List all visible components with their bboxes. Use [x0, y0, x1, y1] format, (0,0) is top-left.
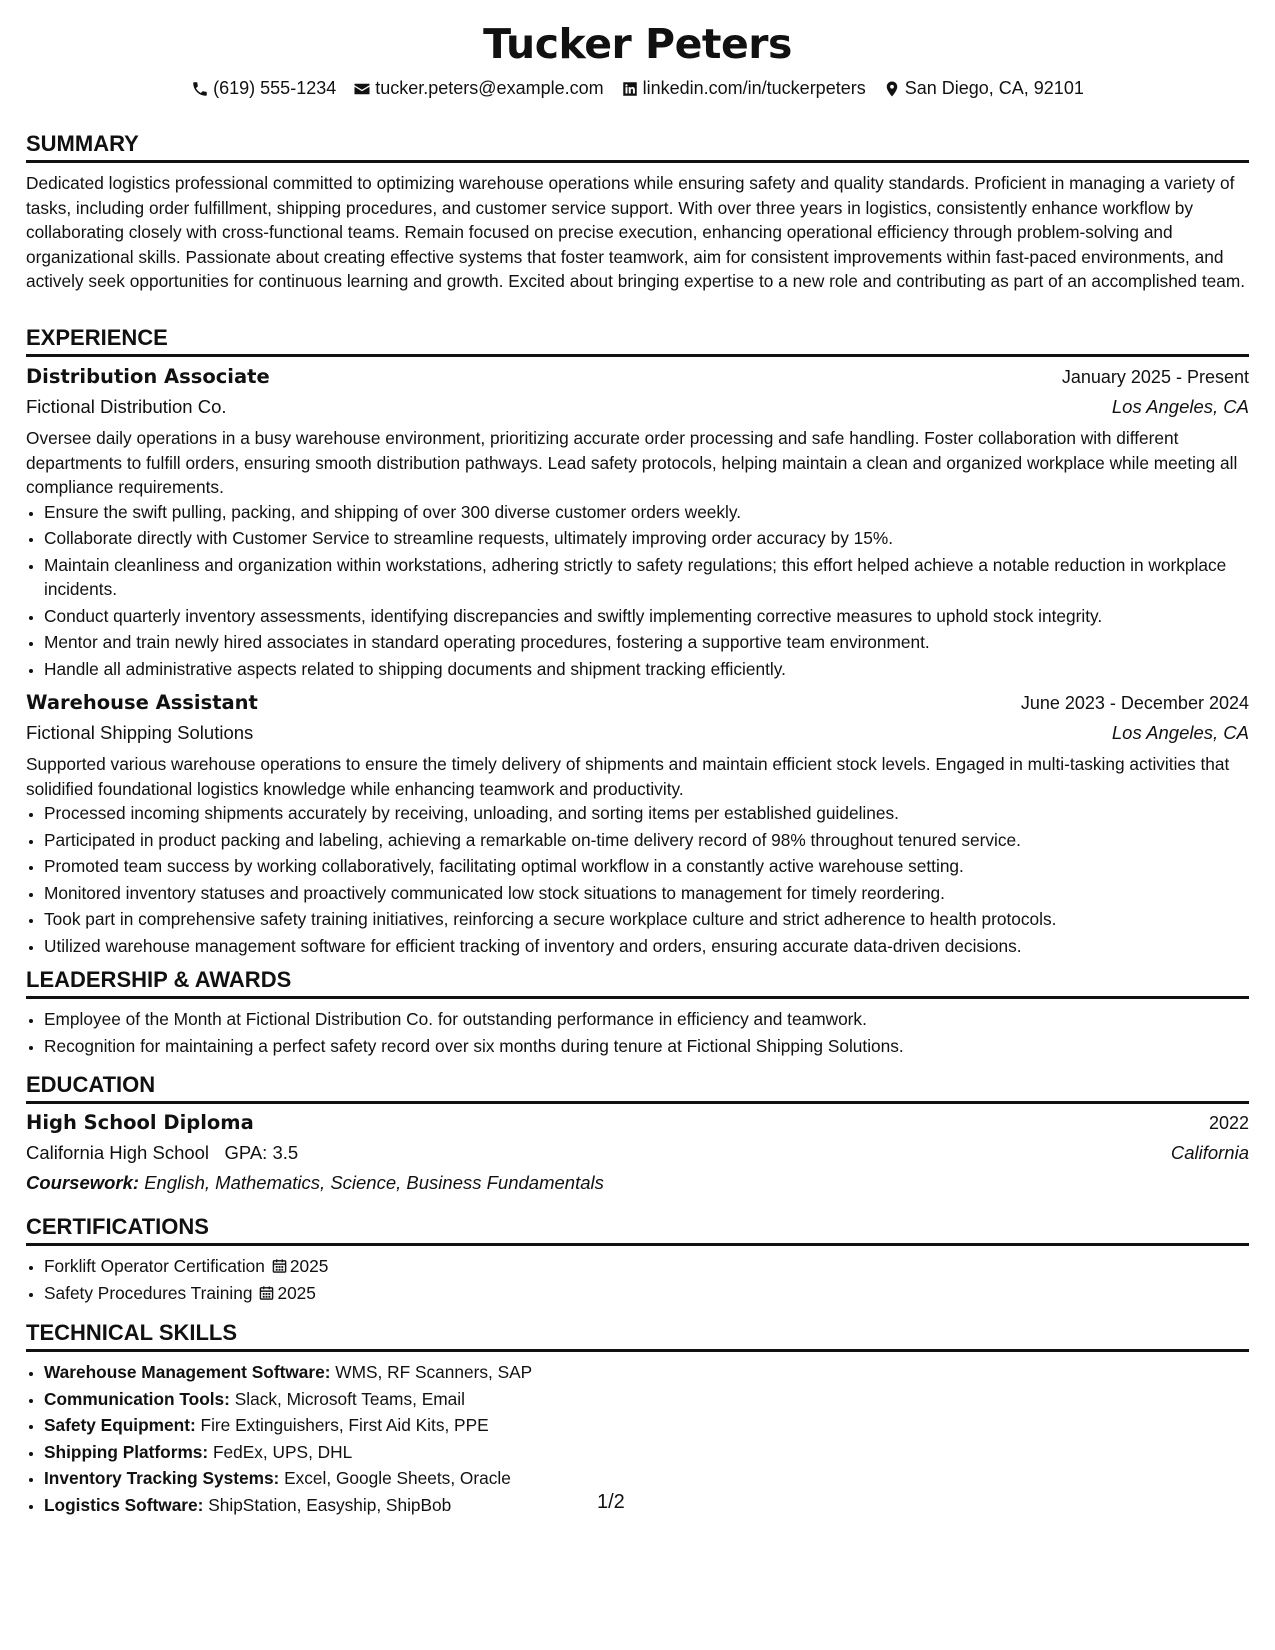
list-item: [44, 1360, 1249, 1385]
skill-label: Warehouse Management Software:: [44, 1362, 331, 1382]
linkedin-icon: [621, 80, 639, 98]
linkedin-link[interactable]: linkedin.com/in/tuckerpeters: [642, 78, 866, 98]
contact-bar: [26, 78, 1249, 99]
calendar-icon: [272, 1258, 287, 1274]
calendar-icon: [259, 1285, 274, 1301]
cert-name: • Forklift Operator Certification: [44, 1256, 265, 1276]
job-entry: [26, 688, 1249, 958]
section-title-certifications: CERTIFICATIONS: [26, 1213, 1249, 1246]
map-pin-icon: [883, 80, 901, 98]
list-item: [44, 1281, 1249, 1306]
job-title: Distribution Associate: [26, 365, 270, 388]
candidate-name: Tucker Peters: [483, 20, 792, 68]
awards-section: [26, 966, 1249, 1060]
list-item: • Recognition for maintaining a perfect safety record over six months during tenure at Fictional Shipping Solutions.: [44, 1034, 1249, 1059]
summary-section: [26, 130, 1249, 294]
skill-value: WMS, RF Scanners, SAP: [335, 1362, 533, 1382]
contact-location: [883, 78, 1084, 99]
skill-value: Slack, Microsoft Teams, Email: [234, 1388, 465, 1409]
list-item: • Handle all administrative aspects related to shipping documents and shipment tracking efficiently.: [44, 657, 1249, 682]
contact-email[interactable]: [353, 78, 603, 99]
job-company: Fictional Distribution Co.: [26, 396, 227, 417]
section-title-education: EDUCATION: [26, 1071, 1249, 1104]
education-section: [26, 1071, 1249, 1198]
contact-phone: [191, 78, 336, 99]
skill-label: Safety Equipment:: [44, 1415, 196, 1435]
skill-label: Shipping Platforms:: [44, 1441, 209, 1462]
experience-section: [26, 324, 1249, 960]
list-item: [44, 1413, 1249, 1438]
gpa-text: GPA: 3.5: [224, 1142, 299, 1163]
list-item: • Monitored inventory statuses and proactively communicated low stock situations to management for timely reordering.: [44, 881, 1249, 906]
list-item: • Took part in comprehensive safety training initiatives, reinforcing a secure workplace culture and strict adherence to health protocols.: [44, 907, 1249, 932]
list-item: • Conduct quarterly inventory assessments, identifying discrepancies and swiftly implementing corrective measures to uphold stock integrity.: [44, 604, 1249, 629]
awards-list: [26, 1007, 1249, 1058]
phone-icon: [191, 80, 209, 98]
resume-page: [26, 0, 1249, 1650]
list-item: • Participated in product packing and labeling, achieving a remarkable on-time delivery record of 98% throughout tenured service.: [44, 828, 1249, 853]
list-item: • Employee of the Month at Fictional Distribution Co. for outstanding performance in efficiency and teamwork.: [44, 1007, 1249, 1032]
school-location: California: [1170, 1142, 1249, 1163]
certifications-section: [26, 1213, 1249, 1307]
skill-value: ShipStation, Easyship, ShipBob: [208, 1494, 452, 1515]
list-item: • Collaborate directly with Customer Service to streamline requests, ultimately improving order accuracy by 15%.: [44, 526, 1249, 551]
list-item: [44, 1440, 1249, 1465]
list-item: • Promoted team success by working collaboratively, facilitating optimal workflow in a constantly active warehouse setting.: [44, 854, 1249, 879]
job-bullets: [26, 500, 1249, 682]
graduation-year: 2022: [1208, 1113, 1249, 1133]
phone-text: (619) 555-1234: [213, 78, 337, 98]
school-name: California High School: [26, 1142, 210, 1163]
section-title-skills: TECHNICAL SKILLS: [26, 1319, 1249, 1352]
job-description: Supported various warehouse operations to ensure the timely delivery of shipments and maintain efficient stock levels. Engaged in multi-tasking activities that solidified foundational logistics knowledge while enhancing teamwork and productivity.: [26, 754, 1230, 799]
cert-year: 2025: [289, 1256, 329, 1276]
email-link[interactable]: tucker.peters@example.com: [375, 78, 604, 98]
job-company: Fictional Shipping Solutions: [26, 722, 254, 743]
list-item: • Processed incoming shipments accurately by receiving, unloading, and sorting items per established guidelines.: [44, 801, 1249, 826]
coursework-label: Coursework:: [26, 1172, 140, 1193]
job-dates: June 2023 - December 2024: [1020, 693, 1249, 713]
list-item: • Maintain cleanliness and organization within workstations, adhering strictly to safety regulations; this effort helped achieve a notable reduction in workplace incidents.: [44, 553, 1249, 602]
cert-year: 2025: [277, 1282, 316, 1303]
certifications-list: [26, 1254, 1249, 1305]
page-number: 1/2: [597, 1491, 625, 1513]
skills-list: [26, 1360, 1249, 1517]
section-title-awards: LEADERSHIP & AWARDS: [26, 966, 1249, 999]
coursework-text: English, Mathematics, Science, Business Fundamentals: [144, 1172, 604, 1193]
job-location: Los Angeles, CA: [1111, 396, 1249, 417]
list-item: • Ensure the swift pulling, packing, and shipping of over 300 diverse customer orders weekly.: [44, 500, 1249, 525]
contact-linkedin[interactable]: [621, 78, 866, 99]
envelope-icon: [353, 80, 371, 98]
skill-label: Logistics Software:: [44, 1494, 204, 1515]
job-bullets: [26, 801, 1249, 958]
section-title-summary: SUMMARY: [26, 130, 1249, 163]
job-title: Warehouse Assistant: [26, 691, 258, 714]
list-item: • Utilized warehouse management software for efficient tracking of inventory and orders, ensuring accurate data-driven decisions.: [44, 934, 1249, 959]
list-item: [44, 1466, 1249, 1491]
skill-value: FedEx, UPS, DHL: [212, 1441, 353, 1462]
list-item: • Mentor and train newly hired associates in standard operating procedures, fostering a supportive team environment.: [44, 630, 1249, 655]
job-entry: [26, 362, 1249, 681]
section-title-experience: EXPERIENCE: [26, 324, 1249, 357]
skill-value: Fire Extinguishers, First Aid Kits, PPE: [200, 1415, 489, 1435]
degree-title: High School Diploma: [26, 1111, 254, 1134]
cert-name: • Safety Procedures Training: [44, 1282, 253, 1303]
skill-value: Excel, Google Sheets, Oracle: [284, 1468, 511, 1488]
job-description: Oversee daily operations in a busy warehouse environment, prioritizing accurate order processing and safe handling. Foster collaboration with different departments to fulfill orders, ensuring smooth distribution pathways. Lead safety protocols, helping maintain a clean and organized workplace while meeting all compliance requirements.: [26, 428, 1238, 497]
skills-section: [26, 1319, 1249, 1519]
job-location: Los Angeles, CA: [1111, 722, 1249, 743]
job-dates: January 2025 - Present: [1061, 367, 1249, 387]
skill-label: Communication Tools:: [44, 1388, 230, 1409]
list-item: [44, 1254, 1249, 1279]
list-item: [44, 1493, 1249, 1518]
skill-label: Inventory Tracking Systems:: [44, 1468, 280, 1488]
list-item: [44, 1387, 1249, 1412]
location-text: San Diego, CA, 92101: [904, 78, 1084, 98]
summary-text: Dedicated logistics professional committed to optimizing warehouse operations while ensuring safety and quality standards. Proficient in managing a variety of tasks, including order fulfillment, shipping procedures, and customer service support. With over three years in logistics, consistently enhance workflow by collaborating closely with cross-functional teams. Remain focused on precise execution, enhancing operational efficiency through problem-solving and organizational skills. Passionate about creating effective systems that foster teamwork, aim for consistent improvements within fast-paced environments, and actively seek opportunities for continuous learning and growth. Excited about bringing expertise to a new role and contributing as part of an accomplished team.: [26, 173, 1246, 291]
